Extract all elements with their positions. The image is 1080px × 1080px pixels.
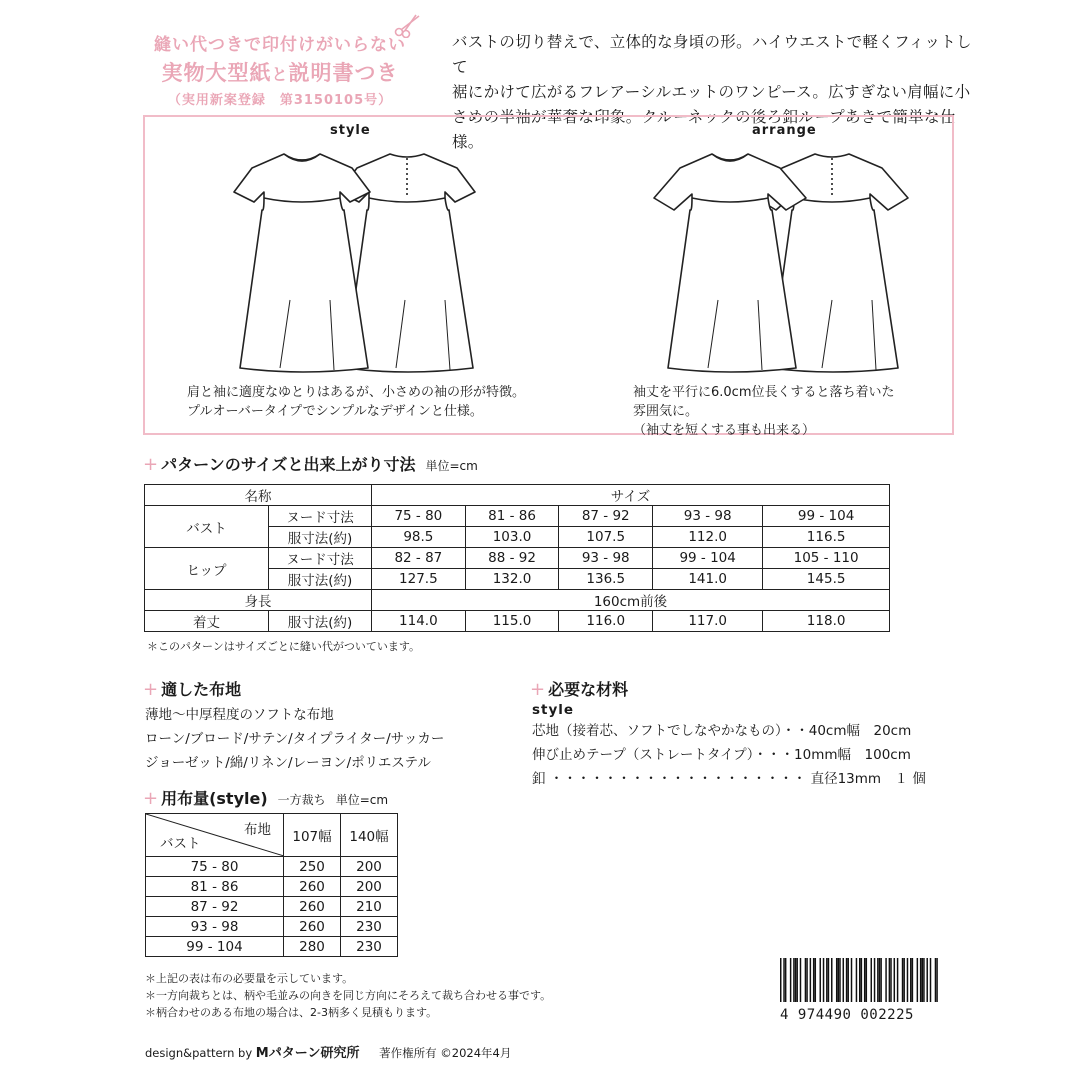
- barcode-bar: [785, 958, 786, 1002]
- list-item: ローン/ブロード/サテン/タイプライター/サッカー: [145, 731, 445, 747]
- table-cell: 115.0: [465, 611, 559, 632]
- plus-icon: +: [143, 679, 159, 700]
- table-cell: 99 - 104: [146, 937, 284, 957]
- table-cell: 141.0: [653, 569, 763, 590]
- barcode-bar: [823, 958, 824, 1002]
- size-title-text: パターンのサイズと出来上がり寸法: [161, 455, 416, 474]
- table-cell: 93 - 98: [146, 917, 284, 937]
- height-value: 160cm前後: [372, 590, 890, 611]
- tagline: [150, 30, 410, 108]
- table-cell: 260: [284, 897, 341, 917]
- style-note: [187, 383, 525, 421]
- barcode-bar: [831, 958, 832, 1002]
- style-label: style: [330, 123, 371, 138]
- credit-studio: Mパターン研究所: [255, 1046, 360, 1061]
- size-section-title: [143, 452, 478, 475]
- barcode-bar: [843, 958, 844, 1002]
- barcode-bar: [935, 958, 936, 1002]
- barcode-bar: [847, 958, 848, 1002]
- barcode-bar: [877, 958, 878, 1002]
- table-cell: 200: [341, 857, 398, 877]
- style-note-line: プルオーバータイプでシンプルなデザインと仕様。: [187, 404, 483, 419]
- barcode-bar: [851, 958, 852, 1002]
- size-unit: 単位=cm: [425, 459, 478, 473]
- barcode-bar: [889, 958, 890, 1002]
- tagline-line3: （実用新案登録 第3150105号）: [167, 93, 393, 108]
- barcode-bar: [800, 958, 801, 1002]
- barcode-bar: [923, 958, 924, 1002]
- tagline-instructions: 説明書つき: [288, 61, 399, 85]
- plus-icon: +: [143, 788, 159, 809]
- barcode-bar: [897, 958, 898, 1002]
- table-cell: 105 - 110: [763, 548, 890, 569]
- nude-label: ヌード寸法: [269, 506, 372, 527]
- nude-label: ヌード寸法: [269, 548, 372, 569]
- table-cell: 260: [284, 917, 341, 937]
- barcode-bar: [902, 958, 903, 1002]
- table-row: [145, 506, 890, 527]
- barcode-bar: [846, 958, 847, 1002]
- barcode-bar: [838, 958, 839, 1002]
- arrange-label: arrange: [752, 123, 817, 138]
- barcode-bar: [810, 958, 811, 1002]
- yardage-unit: 単位=cm: [335, 793, 389, 807]
- table-row: [145, 485, 890, 506]
- barcode-bar: [907, 958, 908, 1002]
- arrange-dress-illustration: [650, 140, 920, 380]
- barcode-bar: [912, 958, 913, 1002]
- materials-section-title: [530, 677, 628, 700]
- barcode-bar: [826, 958, 827, 1002]
- table-cell: 230: [341, 937, 398, 957]
- barcode-bar: [806, 958, 807, 1002]
- barcode-bar: [920, 958, 921, 1002]
- finished-label: 服寸法(約): [269, 527, 372, 548]
- table-cell: 117.0: [653, 611, 763, 632]
- barcode-bar: [796, 958, 797, 1002]
- table-cell: 116.5: [763, 527, 890, 548]
- fabric-list: [145, 703, 444, 775]
- table-cell: 99 - 104: [763, 506, 890, 527]
- table-cell: 87 - 92: [146, 897, 284, 917]
- bust-label: バスト: [145, 506, 269, 548]
- style-dress-illustration: [230, 140, 490, 380]
- barcode-bar: [795, 958, 796, 1002]
- finished-label: 服寸法(約): [269, 611, 372, 632]
- barcode-bar: [866, 958, 867, 1002]
- height-label: 身長: [145, 590, 372, 611]
- corner-cell: [146, 814, 284, 857]
- barcode-bar: [780, 958, 781, 1002]
- fabric-title-text: 適した布地: [161, 680, 242, 699]
- barcode-bar: [805, 958, 806, 1002]
- table-row: [145, 548, 890, 569]
- table-cell: 93 - 98: [559, 548, 653, 569]
- finished-label: 服寸法(約): [269, 569, 372, 590]
- table-row: [145, 590, 890, 611]
- description-line: 裾にかけて広がるフレアーシルエットのワンピース。広すぎない肩幅に小: [452, 83, 971, 101]
- barcode-bar: [903, 958, 904, 1002]
- table-cell: 210: [341, 897, 398, 917]
- footer-credit: [145, 1042, 511, 1061]
- table-cell: 112.0: [653, 527, 763, 548]
- yardage-section-title: [143, 786, 388, 809]
- table-cell: 127.5: [372, 569, 466, 590]
- table-cell: 98.5: [372, 527, 466, 548]
- table-row: [146, 814, 398, 857]
- table-cell: 116.0: [559, 611, 653, 632]
- table-row: [146, 877, 398, 897]
- barcode-number: 4 974490 002225: [780, 1007, 914, 1023]
- tagline-line1: 縫い代つきで印付けがいらない: [154, 35, 406, 55]
- barcode-bar: [917, 958, 918, 1002]
- list-item: 伸び止めテープ（ストレートタイプ）・・・10mm幅 100cm: [532, 747, 911, 763]
- fabric-section-title: [143, 677, 241, 700]
- barcode-bar: [910, 958, 911, 1002]
- table-cell: 93 - 98: [653, 506, 763, 527]
- table-cell: 136.5: [559, 569, 653, 590]
- barcode-bar: [880, 958, 881, 1002]
- table-cell: 75 - 80: [372, 506, 466, 527]
- barcode-bar: [936, 958, 937, 1002]
- tagline-pattern: 実物大型紙: [161, 61, 272, 85]
- table-cell: 260: [284, 877, 341, 897]
- barcode-bar: [790, 958, 791, 1002]
- table-cell: 99 - 104: [653, 548, 763, 569]
- barcode-bar: [894, 958, 895, 1002]
- yardage-table: [145, 813, 398, 957]
- length-label: 着丈: [145, 611, 269, 632]
- table-cell: 75 - 80: [146, 857, 284, 877]
- col-140: 140幅: [341, 814, 398, 857]
- table-cell: 280: [284, 937, 341, 957]
- table-cell: 87 - 92: [559, 506, 653, 527]
- barcode: [780, 958, 938, 1023]
- arrange-note: [633, 383, 895, 440]
- materials-title-text: 必要な材料: [548, 680, 629, 699]
- size-footnote: ＊このパターンはサイズごとに縫い代がついています。: [147, 640, 421, 653]
- barcode-bar: [926, 958, 927, 1002]
- table-cell: 107.5: [559, 527, 653, 548]
- table-cell: 81 - 86: [146, 877, 284, 897]
- barcode-bars: [780, 958, 938, 1002]
- col-107: 107幅: [284, 814, 341, 857]
- barcode-bar: [815, 958, 816, 1002]
- plus-icon: +: [143, 454, 159, 475]
- note-line: ＊一方向裁ちとは、柄や毛並みの向きを同じ方向にそろえて裁ち合わせる事です。: [145, 989, 552, 1002]
- barcode-bar: [839, 958, 840, 1002]
- list-item: 薄地〜中厚程度のソフトな布地: [145, 707, 334, 723]
- table-cell: 81 - 86: [465, 506, 559, 527]
- table-cell: 250: [284, 857, 341, 877]
- barcode-bar: [879, 958, 880, 1002]
- tagline-and: と: [271, 65, 289, 84]
- list-item: ジョーゼット/綿/リネン/レーヨン/ポリエステル: [145, 755, 431, 771]
- header-size: サイズ: [372, 485, 890, 506]
- materials-subtitle: style: [532, 702, 575, 718]
- yardage-title-text: 用布量(style): [161, 789, 268, 808]
- table-row: [145, 611, 890, 632]
- arrange-note-line: 袖丈を平行に6.0cm位長くすると落ち着いた: [633, 385, 895, 400]
- tagline-line2: [150, 57, 410, 87]
- table-cell: 82 - 87: [372, 548, 466, 569]
- barcode-bar: [864, 958, 865, 1002]
- table-cell: 230: [341, 917, 398, 937]
- barcode-bar: [820, 958, 821, 1002]
- list-item: 芯地（接着芯、ソフトでしなやかなもの）・・40cm幅 20cm: [532, 723, 912, 739]
- yardage-subtitle: 一方裁ち: [277, 793, 326, 807]
- barcode-bar: [890, 958, 891, 1002]
- hip-label: ヒップ: [145, 548, 269, 590]
- barcode-bar: [856, 958, 857, 1002]
- barcode-bar: [836, 958, 837, 1002]
- barcode-bar: [871, 958, 872, 1002]
- credit-prefix: design&pattern by: [145, 1046, 256, 1060]
- barcode-bar: [874, 958, 875, 1002]
- copyright: 著作権所有 ©2024年4月: [379, 1046, 512, 1060]
- arrange-note-line: 雰囲気に。: [633, 404, 699, 419]
- barcode-bar: [813, 958, 814, 1002]
- table-cell: 114.0: [372, 611, 466, 632]
- corner-top-label: 布地: [244, 822, 271, 838]
- barcode-bar: [885, 958, 886, 1002]
- barcode-bar: [793, 958, 794, 1002]
- scissors-icon: [394, 14, 422, 38]
- table-cell: 88 - 92: [465, 548, 559, 569]
- table-cell: 145.5: [763, 569, 890, 590]
- table-row: [146, 917, 398, 937]
- barcode-bar: [861, 958, 862, 1002]
- barcode-bar: [922, 958, 923, 1002]
- table-cell: 200: [341, 877, 398, 897]
- arrange-note-line: （袖丈を短くする事も出来る）: [633, 423, 816, 438]
- table-cell: 132.0: [465, 569, 559, 590]
- table-row: [146, 937, 398, 957]
- yardage-notes: [145, 970, 551, 1021]
- barcode-bar: [930, 958, 931, 1002]
- table-cell: 118.0: [763, 611, 890, 632]
- table-cell: 103.0: [465, 527, 559, 548]
- barcode-bar: [859, 958, 860, 1002]
- plus-icon: +: [530, 679, 546, 700]
- corner-bottom-label: バスト: [160, 836, 201, 852]
- note-line: ＊上記の表は布の必要量を示しています。: [145, 972, 354, 985]
- barcode-bar: [783, 958, 784, 1002]
- style-note-line: 肩と袖に適度なゆとりはあるが、小さめの袖の形が特徴。: [187, 385, 526, 400]
- table-row: [146, 897, 398, 917]
- table-row: [146, 857, 398, 877]
- note-line: ＊柄合わせのある布地の場合は、2-3柄多く見積もります。: [145, 1006, 438, 1019]
- description-line: さめの半袖が華奢な印象。クルーネックの後ろ釦ループあきで簡単な仕様。: [452, 108, 956, 151]
- size-table: [144, 484, 890, 632]
- description-line: バストの切り替えで、立体的な身頃の形。ハイウエストで軽くフィットして: [452, 33, 972, 76]
- list-item: 釦 ・・・・・・・・・・・・・・・・・・・ 直径13mm １ 個: [532, 771, 926, 787]
- header-name: 名称: [145, 485, 372, 506]
- materials-list: [532, 719, 926, 791]
- barcode-bar: [828, 958, 829, 1002]
